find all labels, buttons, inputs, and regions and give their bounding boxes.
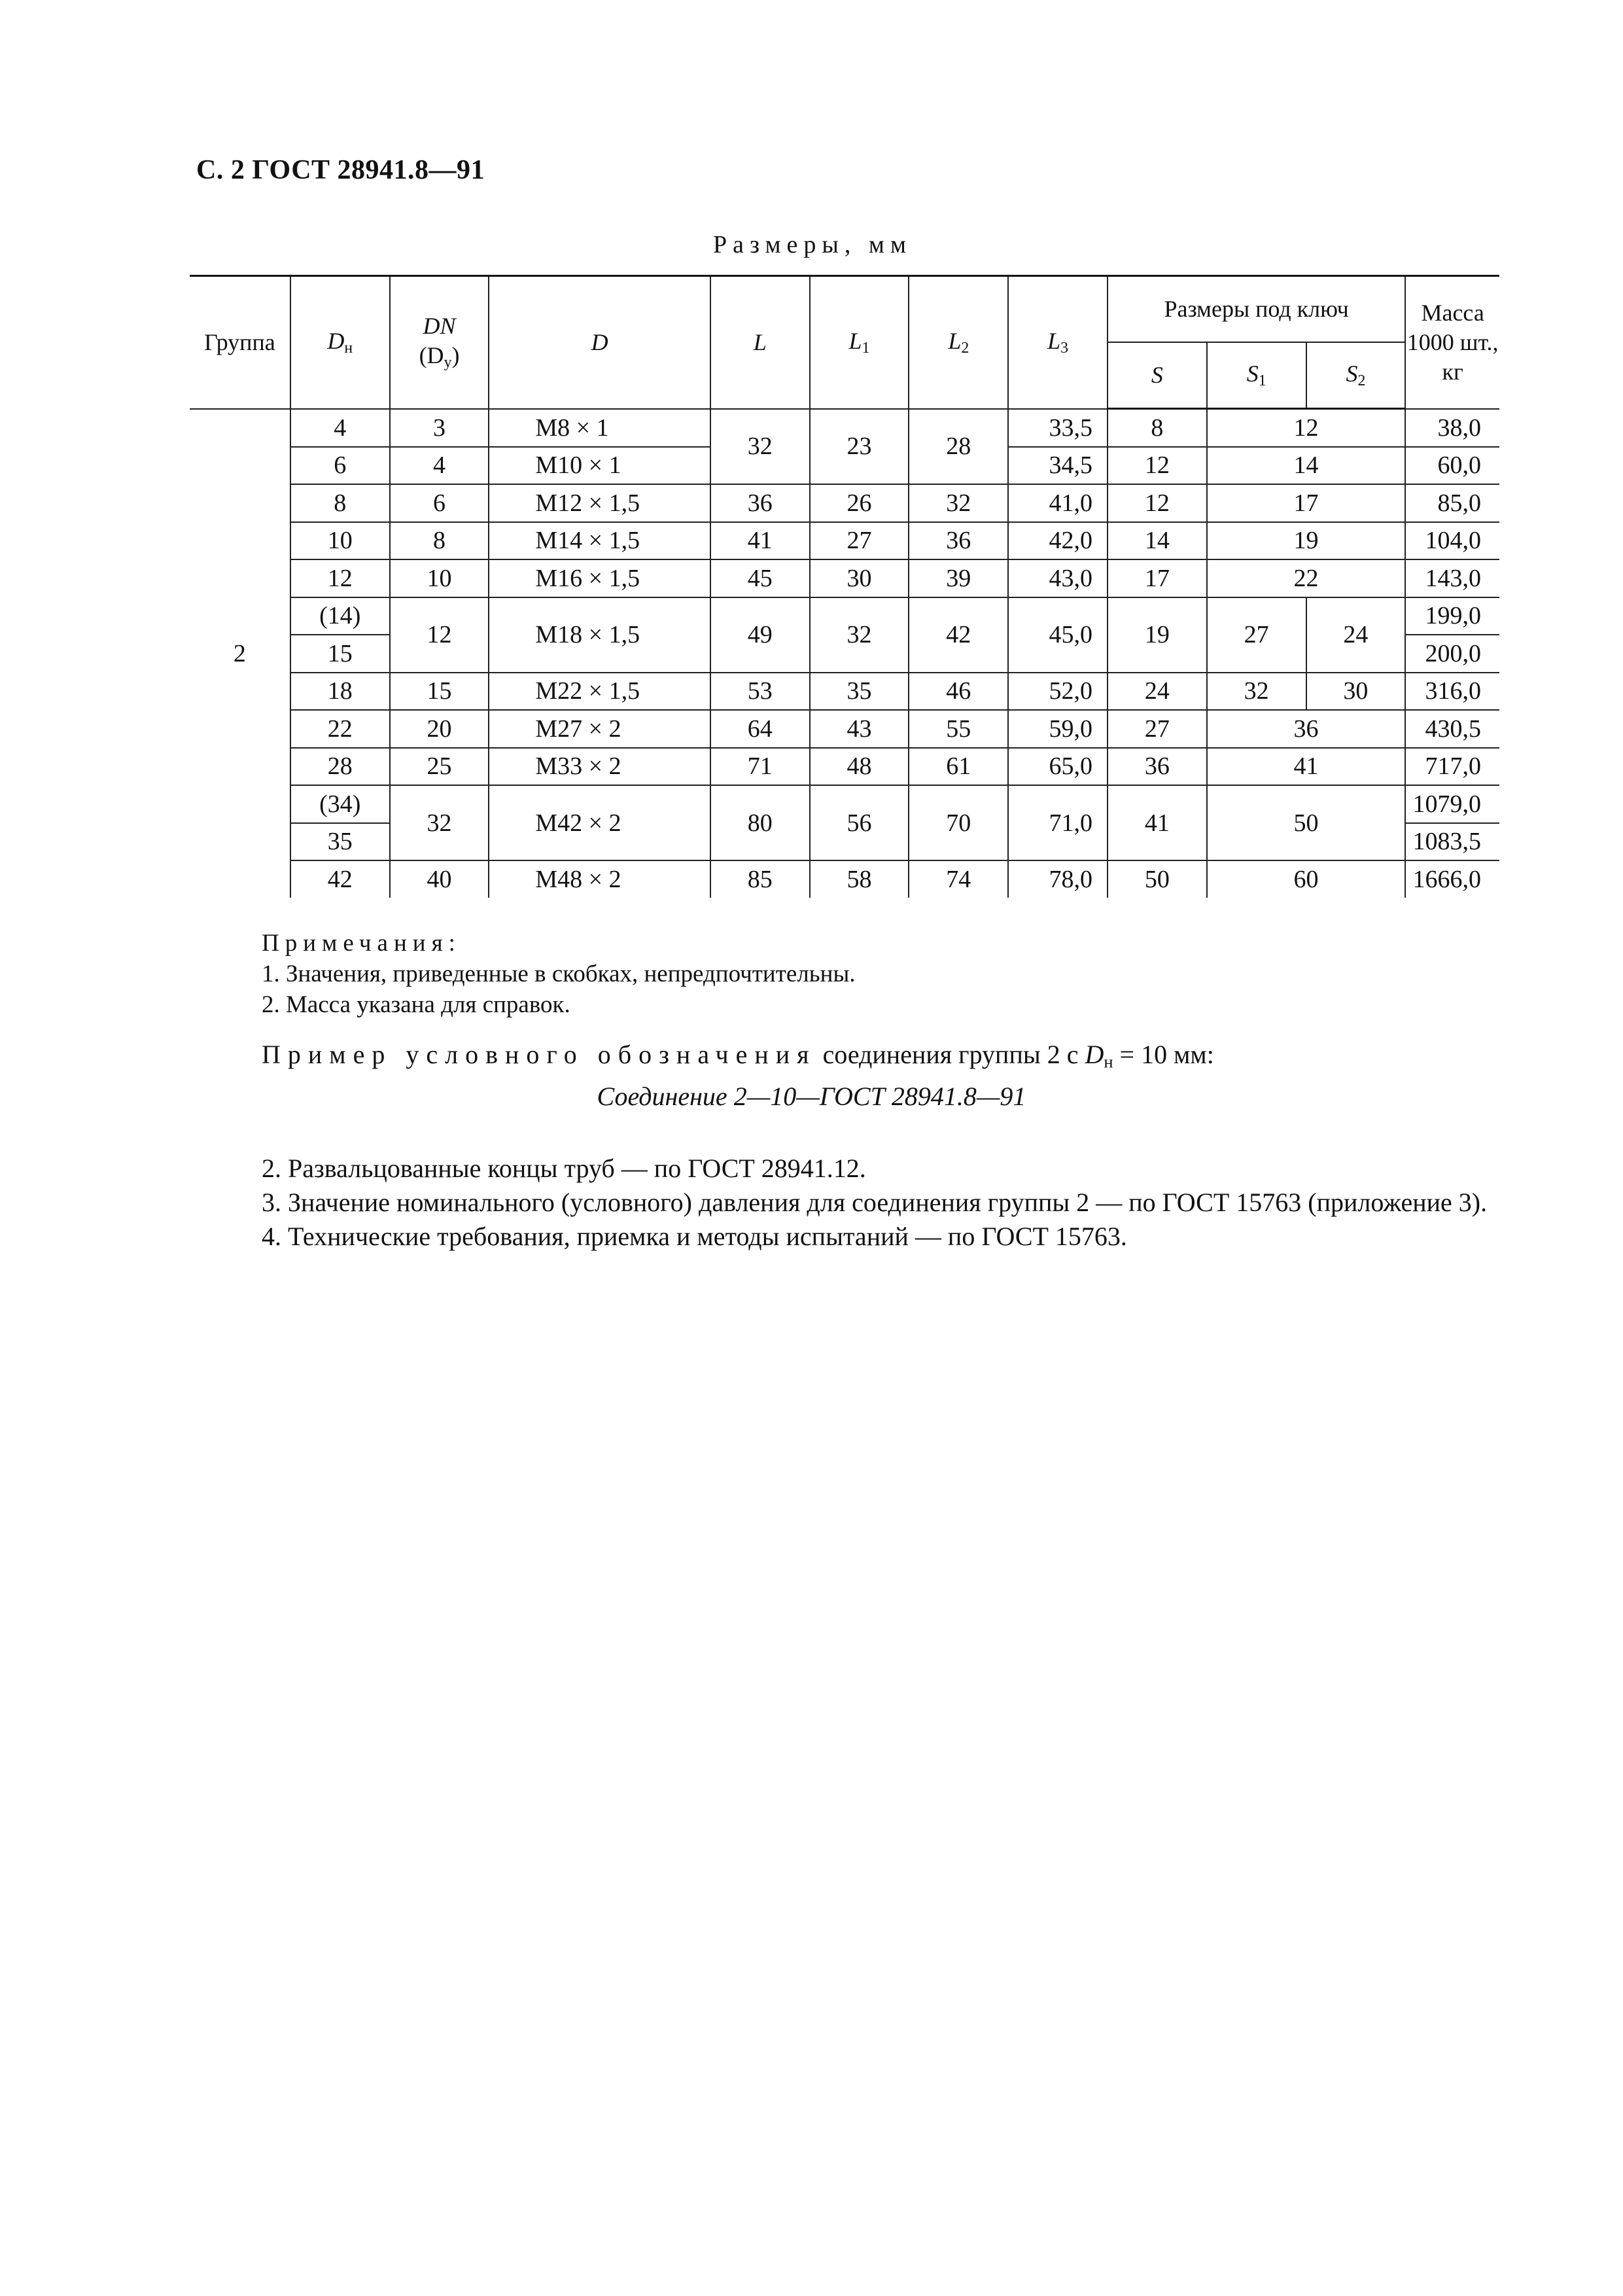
- cell-s1-s2: 19: [1207, 522, 1406, 560]
- example-text-after: = 10 мм:: [1113, 1040, 1214, 1069]
- cell-mass: 200,0: [1405, 635, 1499, 673]
- cell-d: M27 × 2: [489, 710, 710, 748]
- table-row: [190, 748, 1499, 786]
- cell-l: 32: [710, 409, 810, 485]
- cell-d: M48 × 2: [489, 860, 710, 898]
- table-row: [190, 710, 1499, 748]
- cell-s2: 30: [1306, 673, 1406, 711]
- cell-s: 27: [1108, 710, 1207, 748]
- cell-l2: 74: [909, 860, 1008, 898]
- cell-s: 24: [1108, 673, 1207, 711]
- cell-dn: 28: [290, 748, 390, 786]
- example-subscript: н: [1104, 1051, 1113, 1072]
- cell-dn: 8: [290, 484, 390, 522]
- cell-mass: 38,0: [1405, 409, 1499, 447]
- header-key-sizes: Размеры под ключ: [1108, 276, 1405, 343]
- cell-l: 36: [710, 484, 810, 522]
- notes: [262, 928, 856, 1020]
- cell-dn: 10: [290, 522, 390, 560]
- table-row: [190, 409, 1499, 447]
- cell-l3: 71,0: [1008, 785, 1108, 860]
- cell-d: M14 × 1,5: [489, 522, 710, 560]
- cell-d: M42 × 2: [489, 785, 710, 860]
- cell-l2: 36: [909, 522, 1008, 560]
- cell-mass: 430,5: [1405, 710, 1499, 748]
- cell-l2: 32: [909, 484, 1008, 522]
- cell-l: 53: [710, 673, 810, 711]
- header-l3: $L_3$: [1008, 276, 1108, 409]
- paragraph: 3. Значение номинального (условного) давления для соединения группы 2 — по ГОСТ 15763 (приложение 3).: [262, 1188, 1488, 1217]
- header-dn: $D_н$: [290, 276, 390, 409]
- cell-s: 36: [1108, 748, 1207, 786]
- cell-l2: 70: [909, 785, 1008, 860]
- cell-l2: 42: [909, 597, 1008, 673]
- designation-code: Соединение 2—10—ГОСТ 28941.8—91: [597, 1082, 1026, 1111]
- cell-mass: 143,0: [1405, 559, 1499, 597]
- designation-example: [262, 1039, 1214, 1072]
- cell-mass: 1079,0: [1405, 785, 1499, 823]
- cell-l: 41: [710, 522, 810, 560]
- cell-s: 41: [1108, 785, 1207, 860]
- table-row: [190, 673, 1499, 711]
- table-row: [190, 559, 1499, 597]
- table-row: [190, 522, 1499, 560]
- note-item: 1. Значения, приведенные в скобках, непредпочтительны.: [262, 961, 856, 987]
- cell-mass: 60,0: [1405, 447, 1499, 485]
- cell-l3: 78,0: [1008, 860, 1108, 898]
- cell-mass: 717,0: [1405, 748, 1499, 786]
- example-text-before: соединения группы 2 с: [816, 1040, 1085, 1069]
- cell-mass: 1083,5: [1405, 823, 1499, 861]
- table-row: [190, 785, 1499, 823]
- cell-mass: 199,0: [1405, 597, 1499, 635]
- cell-s1-s2: 17: [1207, 484, 1406, 522]
- cell-l2: 55: [909, 710, 1008, 748]
- cell-s: 19: [1108, 597, 1207, 673]
- cell-l1: 56: [810, 785, 909, 860]
- header-d: D: [489, 276, 710, 409]
- dimensions-table: [190, 275, 1499, 898]
- cell-l1: 23: [810, 409, 909, 485]
- body-text: [194, 1152, 1499, 1254]
- cell-s1-s2: 36: [1207, 710, 1406, 748]
- notes-title: Примечания:: [262, 930, 461, 957]
- cell-dy: 6: [390, 484, 489, 522]
- cell-l2: 28: [909, 409, 1008, 485]
- cell-l3: 59,0: [1008, 710, 1108, 748]
- cell-dy: 3: [390, 409, 489, 447]
- cell-l1: 26: [810, 484, 909, 522]
- group-cell: 2: [190, 409, 290, 898]
- cell-l1: 30: [810, 559, 909, 597]
- cell-s: 50: [1108, 860, 1207, 898]
- page-header: С. 2 ГОСТ 28941.8—91: [196, 155, 485, 185]
- cell-s1-s2: 12: [1207, 409, 1406, 447]
- cell-l3: 43,0: [1008, 559, 1108, 597]
- cell-s1-s2: 22: [1207, 559, 1406, 597]
- cell-l2: 61: [909, 748, 1008, 786]
- header-s2: $S_2$: [1306, 342, 1406, 409]
- cell-l3: 41,0: [1008, 484, 1108, 522]
- cell-l: 45: [710, 559, 810, 597]
- cell-l3: 33,5: [1008, 409, 1108, 447]
- cell-dy: 20: [390, 710, 489, 748]
- cell-l1: 48: [810, 748, 909, 786]
- cell-s1-s2: 60: [1207, 860, 1406, 898]
- cell-dy: 10: [390, 559, 489, 597]
- cell-mass: 316,0: [1405, 673, 1499, 711]
- paragraph: 4. Технические требования, приемка и методы испытаний — по ГОСТ 15763.: [262, 1222, 1127, 1251]
- cell-s: 8: [1108, 409, 1207, 447]
- cell-l: 85: [710, 860, 810, 898]
- cell-dy: 32: [390, 785, 489, 860]
- paragraph: 2. Развальцованные концы труб — по ГОСТ 28941.12.: [262, 1154, 866, 1183]
- header-s: S: [1108, 342, 1207, 409]
- cell-s: 12: [1108, 484, 1207, 522]
- header-l: L: [710, 276, 810, 409]
- cell-dn: 12: [290, 559, 390, 597]
- table-row: [190, 597, 1499, 635]
- cell-l1: 35: [810, 673, 909, 711]
- cell-dn: 35: [290, 823, 390, 861]
- cell-mass: 104,0: [1405, 522, 1499, 560]
- cell-s2: 24: [1306, 597, 1406, 673]
- cell-dy: 15: [390, 673, 489, 711]
- cell-l3: 65,0: [1008, 748, 1108, 786]
- cell-d: M33 × 2: [489, 748, 710, 786]
- cell-l1: 43: [810, 710, 909, 748]
- header-dn-nominal: DN $(D_у)$: [390, 276, 489, 409]
- cell-l3: 34,5: [1008, 447, 1108, 485]
- cell-s1-s2: 50: [1207, 785, 1406, 860]
- cell-l2: 39: [909, 559, 1008, 597]
- cell-d: M8 × 1: [489, 409, 710, 447]
- cell-s1-s2: 14: [1207, 447, 1406, 485]
- cell-s1-s2: 41: [1207, 748, 1406, 786]
- cell-dn: (34): [290, 785, 390, 823]
- example-symbol: D: [1085, 1040, 1104, 1069]
- cell-l3: 42,0: [1008, 522, 1108, 560]
- cell-dy: 40: [390, 860, 489, 898]
- cell-dy: 12: [390, 597, 489, 673]
- cell-l: 71: [710, 748, 810, 786]
- cell-dy: 25: [390, 748, 489, 786]
- cell-l: 80: [710, 785, 810, 860]
- cell-dn: 15: [290, 635, 390, 673]
- cell-s: 12: [1108, 447, 1207, 485]
- cell-s1: 27: [1207, 597, 1306, 673]
- header-group: Группа: [190, 276, 290, 409]
- cell-dn: 42: [290, 860, 390, 898]
- cell-d: M12 × 1,5: [489, 484, 710, 522]
- example-lead: Пример условного обозначения: [262, 1040, 816, 1069]
- cell-dy: 8: [390, 522, 489, 560]
- cell-dy: 4: [390, 447, 489, 485]
- header-s1: $S_1$: [1207, 342, 1306, 409]
- note-item: 2. Масса указана для справок.: [262, 991, 570, 1018]
- cell-dn: 22: [290, 710, 390, 748]
- cell-l3: 52,0: [1008, 673, 1108, 711]
- cell-l1: 32: [810, 597, 909, 673]
- cell-mass: 85,0: [1405, 484, 1499, 522]
- table-row: [190, 484, 1499, 522]
- cell-s: 14: [1108, 522, 1207, 560]
- cell-l1: 27: [810, 522, 909, 560]
- cell-l1: 58: [810, 860, 909, 898]
- cell-dn: 18: [290, 673, 390, 711]
- cell-l: 64: [710, 710, 810, 748]
- cell-l: 49: [710, 597, 810, 673]
- cell-l3: 45,0: [1008, 597, 1108, 673]
- cell-d: M16 × 1,5: [489, 559, 710, 597]
- cell-l2: 46: [909, 673, 1008, 711]
- header-l1: $L_1$: [810, 276, 909, 409]
- cell-dn: 4: [290, 409, 390, 447]
- cell-d: M18 × 1,5: [489, 597, 710, 673]
- cell-s: 17: [1108, 559, 1207, 597]
- cell-mass: 1666,0: [1405, 860, 1499, 898]
- cell-d: M10 × 1: [489, 447, 710, 485]
- cell-dn: (14): [290, 597, 390, 635]
- cell-s1: 32: [1207, 673, 1306, 711]
- header-l2: $L_2$: [909, 276, 1008, 409]
- table-row: [190, 860, 1499, 898]
- table-caption: Размеры, мм: [713, 231, 913, 258]
- header-mass: Масса 1000 шт., кг: [1405, 276, 1499, 409]
- cell-d: M22 × 1,5: [489, 673, 710, 711]
- cell-dn: 6: [290, 447, 390, 485]
